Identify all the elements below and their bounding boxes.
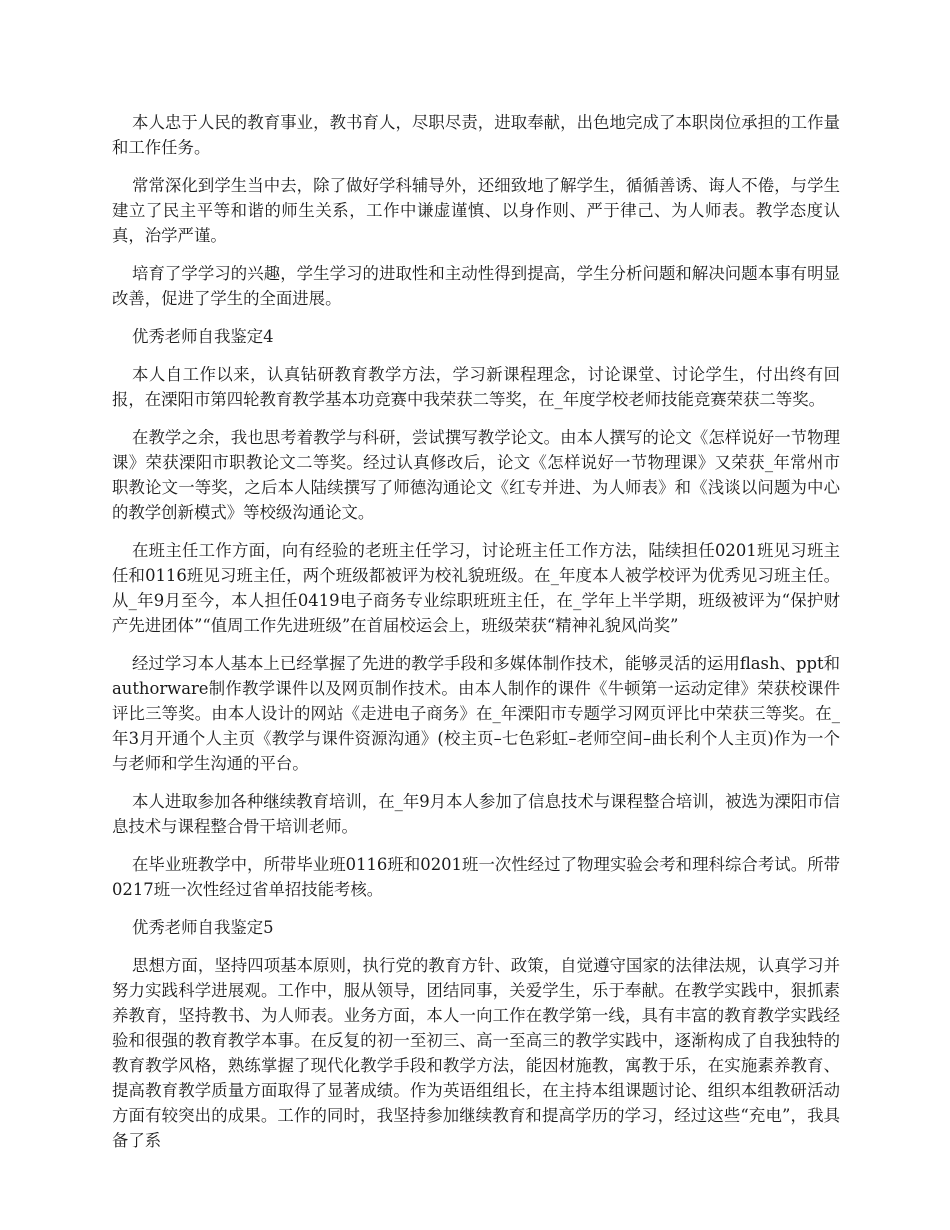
paragraph: 在教学之余，我也思考着教学与科研，尝试撰写教学论文。由本人撰写的论文《怎样说好一节物理课》荣获溧阳市职教论文二等奖。经过认真修改后，论文《怎样说好一节物理课》又荣获_年常州市职教论文一等奖，之后本人陆续撰写了师德沟通论文《红专并进、为人师表》和《浅谈以问题为中心的教学创新模式》等校级沟通论文。 bbox=[112, 428, 840, 522]
paragraph: 在毕业班教学中，所带毕业班0116班和0201班一次性经过了物理实验会考和理科综合考试。所带0217班一次性经过省单招技能考核。 bbox=[112, 855, 840, 899]
paragraph: 经过学习本人基本上已经掌握了先进的教学手段和多媒体制作技术，能够灵活的运用flash、ppt和authorware制作教学课件以及网页制作技术。由本人制作的课件《牛顿第一运动定律》荣获校课件评比三等奖。由本人设计的网站《走进电子商务》在_年溧阳市专题学习网页评比中荣获三等奖。在_年3月开通个人主页《教学与课件资源沟通》(校主页–七色彩虹–老师空间–曲长利个人主页)作为一个与老师和学生沟通的平台。 bbox=[112, 654, 840, 773]
paragraph: 本人忠于人民的教育事业，教书育人，尽职尽责，进取奉献，出色地完成了本职岗位承担的工作量和工作任务。 bbox=[112, 113, 840, 157]
paragraph: 常常深化到学生当中去，除了做好学科辅导外，还细致地了解学生，循循善诱、诲人不倦，与学生建立了民主平等和谐的师生关系，工作中谦虚谨慎、以身作则、严于律己、为人师表。教学态度认真，治学严谨。 bbox=[112, 176, 840, 245]
paragraph: 培育了学学习的兴趣，学生学习的进取性和主动性得到提高，学生分析问题和解决问题本事有明显改善，促进了学生的全面进展。 bbox=[112, 264, 840, 308]
paragraph: 本人进取参加各种继续教育培训，在_年9月本人参加了信息技术与课程整合培训，被选为溧阳市信息技术与课程整合骨干培训老师。 bbox=[112, 792, 840, 836]
section-heading: 优秀老师自我鉴定4 bbox=[132, 327, 274, 346]
document-page bbox=[112, 110, 840, 1166]
paragraph: 思想方面，坚持四项基本原则，执行党的教育方针、政策，自觉遵守国家的法律法规，认真学习并努力实践科学进展观。工作中，服从领导，团结同事，关爱学生，乐于奉献。在教学实践中，狠抓素养教育，坚持教书、为人师表。业务方面，本人一向工作在教学第一线，具有丰富的教育教学实践经验和很强的教育教学本事。在反复的初一至初三、高一至高三的教学实践中，逐渐构成了自我独特的教育教学风格，熟练掌握了现代化教学手段和教学方法，能因材施教，寓教于乐，在实施素养教育、提高教育教学质量方面取得了显著成绩。作为英语组组长，在主持本组课题讨论、组织本组教研活动方面有较突出的成果。工作的同时，我坚持参加继续教育和提高学历的学习，经过这些“充电”，我具备了系 bbox=[112, 956, 840, 1150]
paragraph: 在班主任工作方面，向有经验的老班主任学习，讨论班主任工作方法，陆续担任0201班见习班主任和0116班见习班主任，两个班级都被评为校礼貌班级。在_年度本人被学校评为优秀见习班主任。从_年9月至今，本人担任0419电子商务专业综职班班主任，在_学年上半学期，班级被评为“保护财产先进团体”“值周工作先进班级”在首届校运会上，班级荣获“精神礼貌风尚奖” bbox=[112, 541, 840, 635]
paragraph: 本人自工作以来，认真钻研教育教学方法，学习新课程理念，讨论课堂、讨论学生，付出终有回报，在溧阳市第四轮教育教学基本功竞赛中我荣获二等奖，在_年度学校老师技能竞赛荣获二等奖。 bbox=[112, 365, 840, 409]
section-heading: 优秀老师自我鉴定5 bbox=[132, 918, 274, 937]
